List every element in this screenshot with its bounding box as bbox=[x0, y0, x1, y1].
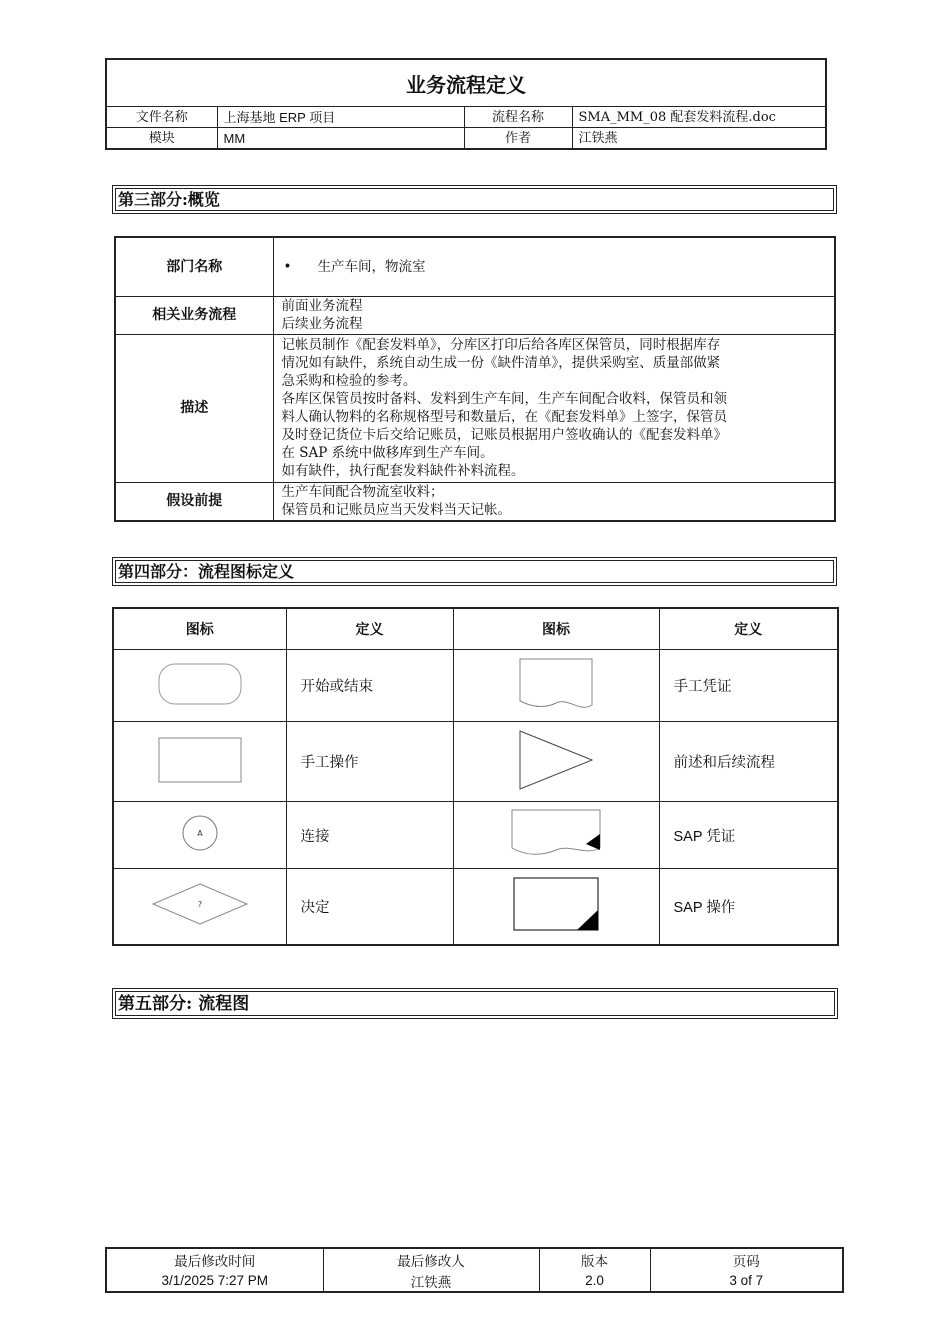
section5-title: 第五部分: 流程图 bbox=[115, 991, 835, 1016]
overview-table bbox=[114, 236, 836, 522]
footer-modified-time: 3/1/2025 7:27 PM bbox=[107, 1270, 323, 1291]
row-def: 手工凭证 bbox=[659, 650, 837, 722]
document-footer bbox=[105, 1247, 844, 1293]
dept-cell bbox=[273, 238, 834, 296]
row-def: 手工操作 bbox=[286, 722, 453, 802]
desc-line: 急采购和检验的参考。 bbox=[281, 373, 417, 389]
manual-document-icon bbox=[453, 650, 659, 722]
assume-line: 生产车间配合物流室收料； bbox=[281, 484, 444, 501]
file-name-value: 上海基地 ERP 项目 bbox=[217, 107, 464, 128]
footer-page: 3 of 7 bbox=[650, 1270, 842, 1291]
document-title: 业务流程定义 bbox=[107, 60, 825, 107]
sap-document-icon bbox=[453, 802, 659, 869]
author-value: 江铁燕 bbox=[572, 128, 825, 149]
process-name-value: SMA_MM_08 配套发料流程.doc bbox=[572, 107, 825, 128]
row-def: 决定 bbox=[286, 869, 453, 944]
row-def: 开始或结束 bbox=[286, 650, 453, 722]
manual-operation-icon bbox=[114, 722, 286, 802]
footer-label: 最后修改人 bbox=[323, 1249, 539, 1270]
connector-icon bbox=[114, 802, 286, 869]
related-line: 前面业务流程 bbox=[281, 298, 363, 314]
related-line: 后续业务流程 bbox=[281, 316, 363, 332]
footer-version: 2.0 bbox=[539, 1270, 650, 1291]
sap-operation-icon bbox=[453, 869, 659, 944]
footer-modified-by: 江铁燕 bbox=[323, 1270, 539, 1291]
author-label: 作者 bbox=[464, 128, 572, 149]
decision-letter: ? bbox=[197, 900, 202, 910]
off-page-connector-icon bbox=[453, 722, 659, 802]
col-header-def: 定义 bbox=[659, 609, 837, 650]
terminator-icon bbox=[114, 650, 286, 722]
section3-title: 第三部分:概览 bbox=[115, 188, 834, 211]
module-label: 模块 bbox=[107, 128, 217, 149]
desc-label: 描述 bbox=[116, 334, 273, 482]
icon-definition-table bbox=[112, 607, 839, 946]
desc-cell bbox=[273, 334, 834, 482]
table-row bbox=[114, 650, 837, 722]
table-row bbox=[114, 869, 837, 944]
assume-line: 保管员和记账员应当天发料当天记帐。 bbox=[281, 502, 511, 519]
footer-label: 版本 bbox=[539, 1249, 650, 1270]
related-cell bbox=[273, 296, 834, 334]
assume-cell bbox=[273, 482, 834, 520]
section3-heading bbox=[112, 185, 837, 214]
desc-line: 情况如有缺件，系统自动生成一份《缺件清单》，提供采购室、质量部做紧 bbox=[281, 355, 721, 371]
dept-value: 生产车间，物流室 bbox=[317, 258, 426, 275]
col-header-icon: 图标 bbox=[114, 609, 286, 650]
desc-line: 如有缺件，执行配套发料缺件补料流程。 bbox=[281, 463, 525, 479]
table-row bbox=[114, 802, 837, 869]
section4-heading bbox=[112, 557, 837, 586]
row-def: 前述和后续流程 bbox=[659, 722, 837, 802]
decision-icon bbox=[114, 869, 286, 944]
document-header bbox=[105, 58, 827, 150]
desc-line: 各库区保管员按时备料、发料到生产车间，生产车间配合收料，保管员和领 bbox=[281, 391, 727, 407]
process-name-label: 流程名称 bbox=[464, 107, 572, 128]
desc-line: 料人确认物料的名称规格型号和数量后，在《配套发料单》上签字，保管员 bbox=[281, 409, 727, 425]
table-row bbox=[114, 722, 837, 802]
row-def: SAP 操作 bbox=[659, 869, 837, 944]
col-header-icon: 图标 bbox=[453, 609, 659, 650]
section5-heading bbox=[112, 988, 838, 1019]
desc-line: 记帐员制作《配套发料单》，分库区打印后给各库区保管员，同时根据库存 bbox=[281, 337, 721, 353]
row-def: 连接 bbox=[286, 802, 453, 869]
footer-label: 最后修改时间 bbox=[107, 1249, 323, 1270]
connector-letter: A bbox=[197, 829, 203, 838]
file-name-label: 文件名称 bbox=[107, 107, 217, 128]
footer-label: 页码 bbox=[650, 1249, 842, 1270]
col-header-def: 定义 bbox=[286, 609, 453, 650]
desc-line: 在 SAP 系统中做移库到生产车间。 bbox=[281, 445, 494, 461]
section4-title: 第四部分：流程图标定义 bbox=[115, 560, 834, 583]
related-label: 相关业务流程 bbox=[116, 296, 273, 334]
bullet-icon: • bbox=[283, 258, 292, 275]
dept-label: 部门名称 bbox=[116, 238, 273, 296]
module-value: MM bbox=[217, 128, 464, 149]
assume-label: 假设前提 bbox=[116, 482, 273, 520]
row-def: SAP 凭证 bbox=[659, 802, 837, 869]
desc-line: 及时登记货位卡后交给记账员，记账员根据用户签收确认的《配套发料单》 bbox=[281, 427, 727, 443]
